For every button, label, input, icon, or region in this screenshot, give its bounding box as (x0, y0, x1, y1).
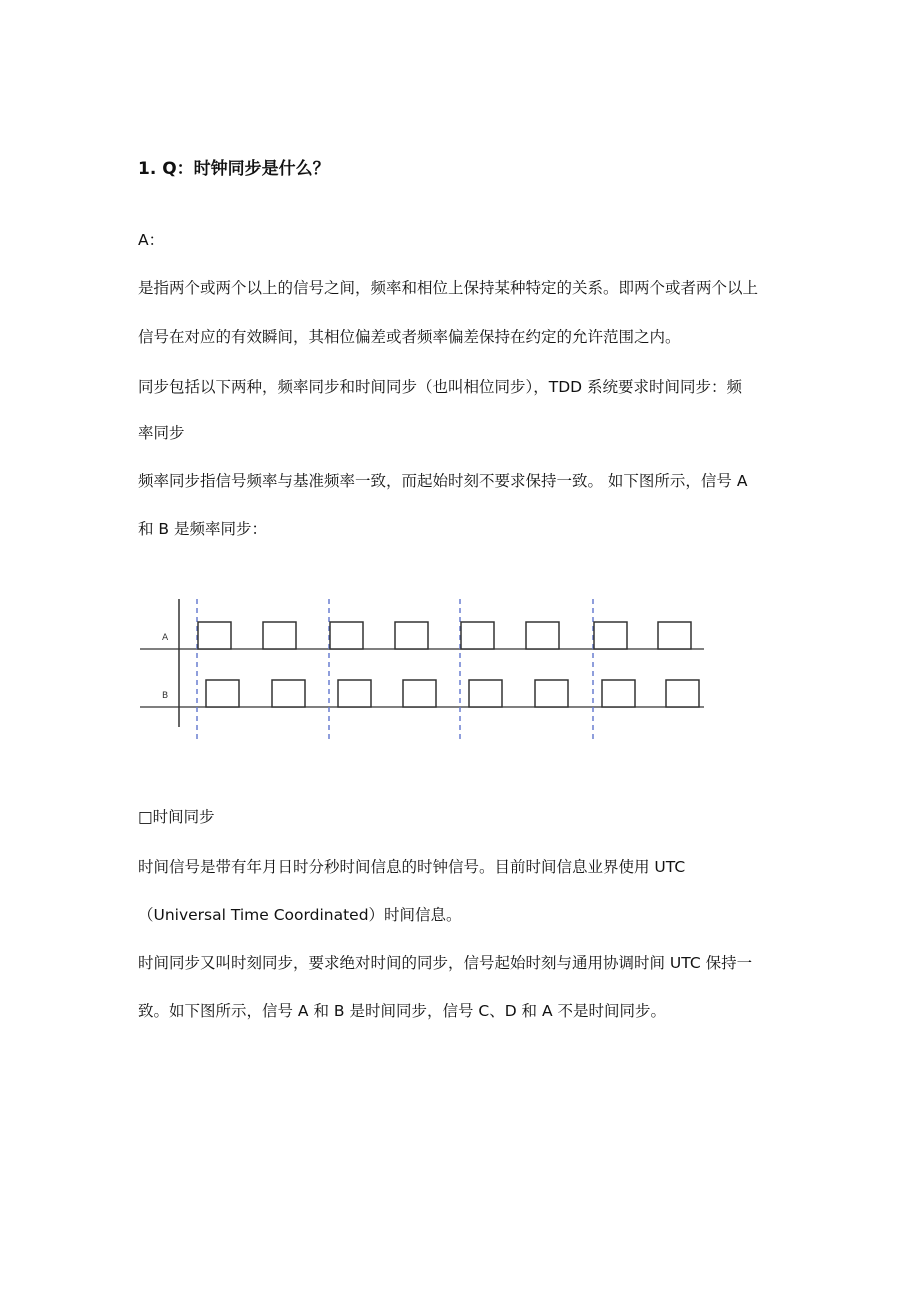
paragraph-line: 频率同步指信号频率与基准频率一致，而起始时刻不要求保持一致。 如下图所示，信号 A (138, 472, 748, 490)
paragraph-line: 致。如下图所示，信号 A 和 B 是时间同步，信号 C、D 和 A 不是时间同步。 (138, 1002, 667, 1020)
frequency-sync-waveform-figure (138, 585, 708, 745)
signal-b-pulse (403, 680, 436, 707)
signal-a-pulse (330, 622, 363, 649)
paragraph-line: 时间同步又叫时刻同步，要求绝对时间的同步，信号起始时刻与通用协调时间 UTC 保持一 (138, 954, 753, 972)
paragraph-line: 时间信号是带有年月日时分秒时间信息的时钟信号。目前时间信息业界使用 UTC (138, 858, 686, 876)
signal-b-pulse (666, 680, 699, 707)
signal-a-pulses (198, 622, 691, 649)
signal-b-pulse (535, 680, 568, 707)
signal-a-pulse (526, 622, 559, 649)
answer-label: A： (138, 231, 165, 249)
signal-a-pulse (461, 622, 494, 649)
signal-a-pulse (594, 622, 627, 649)
section-title: □时间同步 (138, 808, 215, 826)
signal-b-pulse (469, 680, 502, 707)
paragraph-line: （Universal Time Coordinated）时间信息。 (138, 906, 462, 924)
signal-b-pulse (272, 680, 305, 707)
signal-b-pulse (338, 680, 371, 707)
signal-a-pulse (198, 622, 231, 649)
paragraph-line: 同步包括以下两种，频率同步和时间同步（也叫相位同步），TDD 系统要求时间同步：频 (138, 378, 743, 396)
signal-b-pulse (602, 680, 635, 707)
signal-a-pulse (263, 622, 296, 649)
signal-a-pulse (658, 622, 691, 649)
question-heading: 1. Q：时钟同步是什么？ (138, 159, 330, 179)
paragraph-line: 是指两个或两个以上的信号之间，频率和相位上保持某种特定的关系。即两个或者两个以上 (138, 279, 759, 297)
paragraph-line: 和 B 是频率同步： (138, 520, 267, 538)
signal-a-label: A (162, 633, 169, 643)
signal-b-pulses (206, 680, 699, 707)
signal-b-label: B (162, 691, 169, 701)
paragraph-line: 信号在对应的有效瞬间，其相位偏差或者频率偏差保持在约定的允许范围之内。 (138, 328, 681, 346)
paragraph-line: 率同步 (138, 424, 185, 442)
signal-b-pulse (206, 680, 239, 707)
signal-a-pulse (395, 622, 428, 649)
